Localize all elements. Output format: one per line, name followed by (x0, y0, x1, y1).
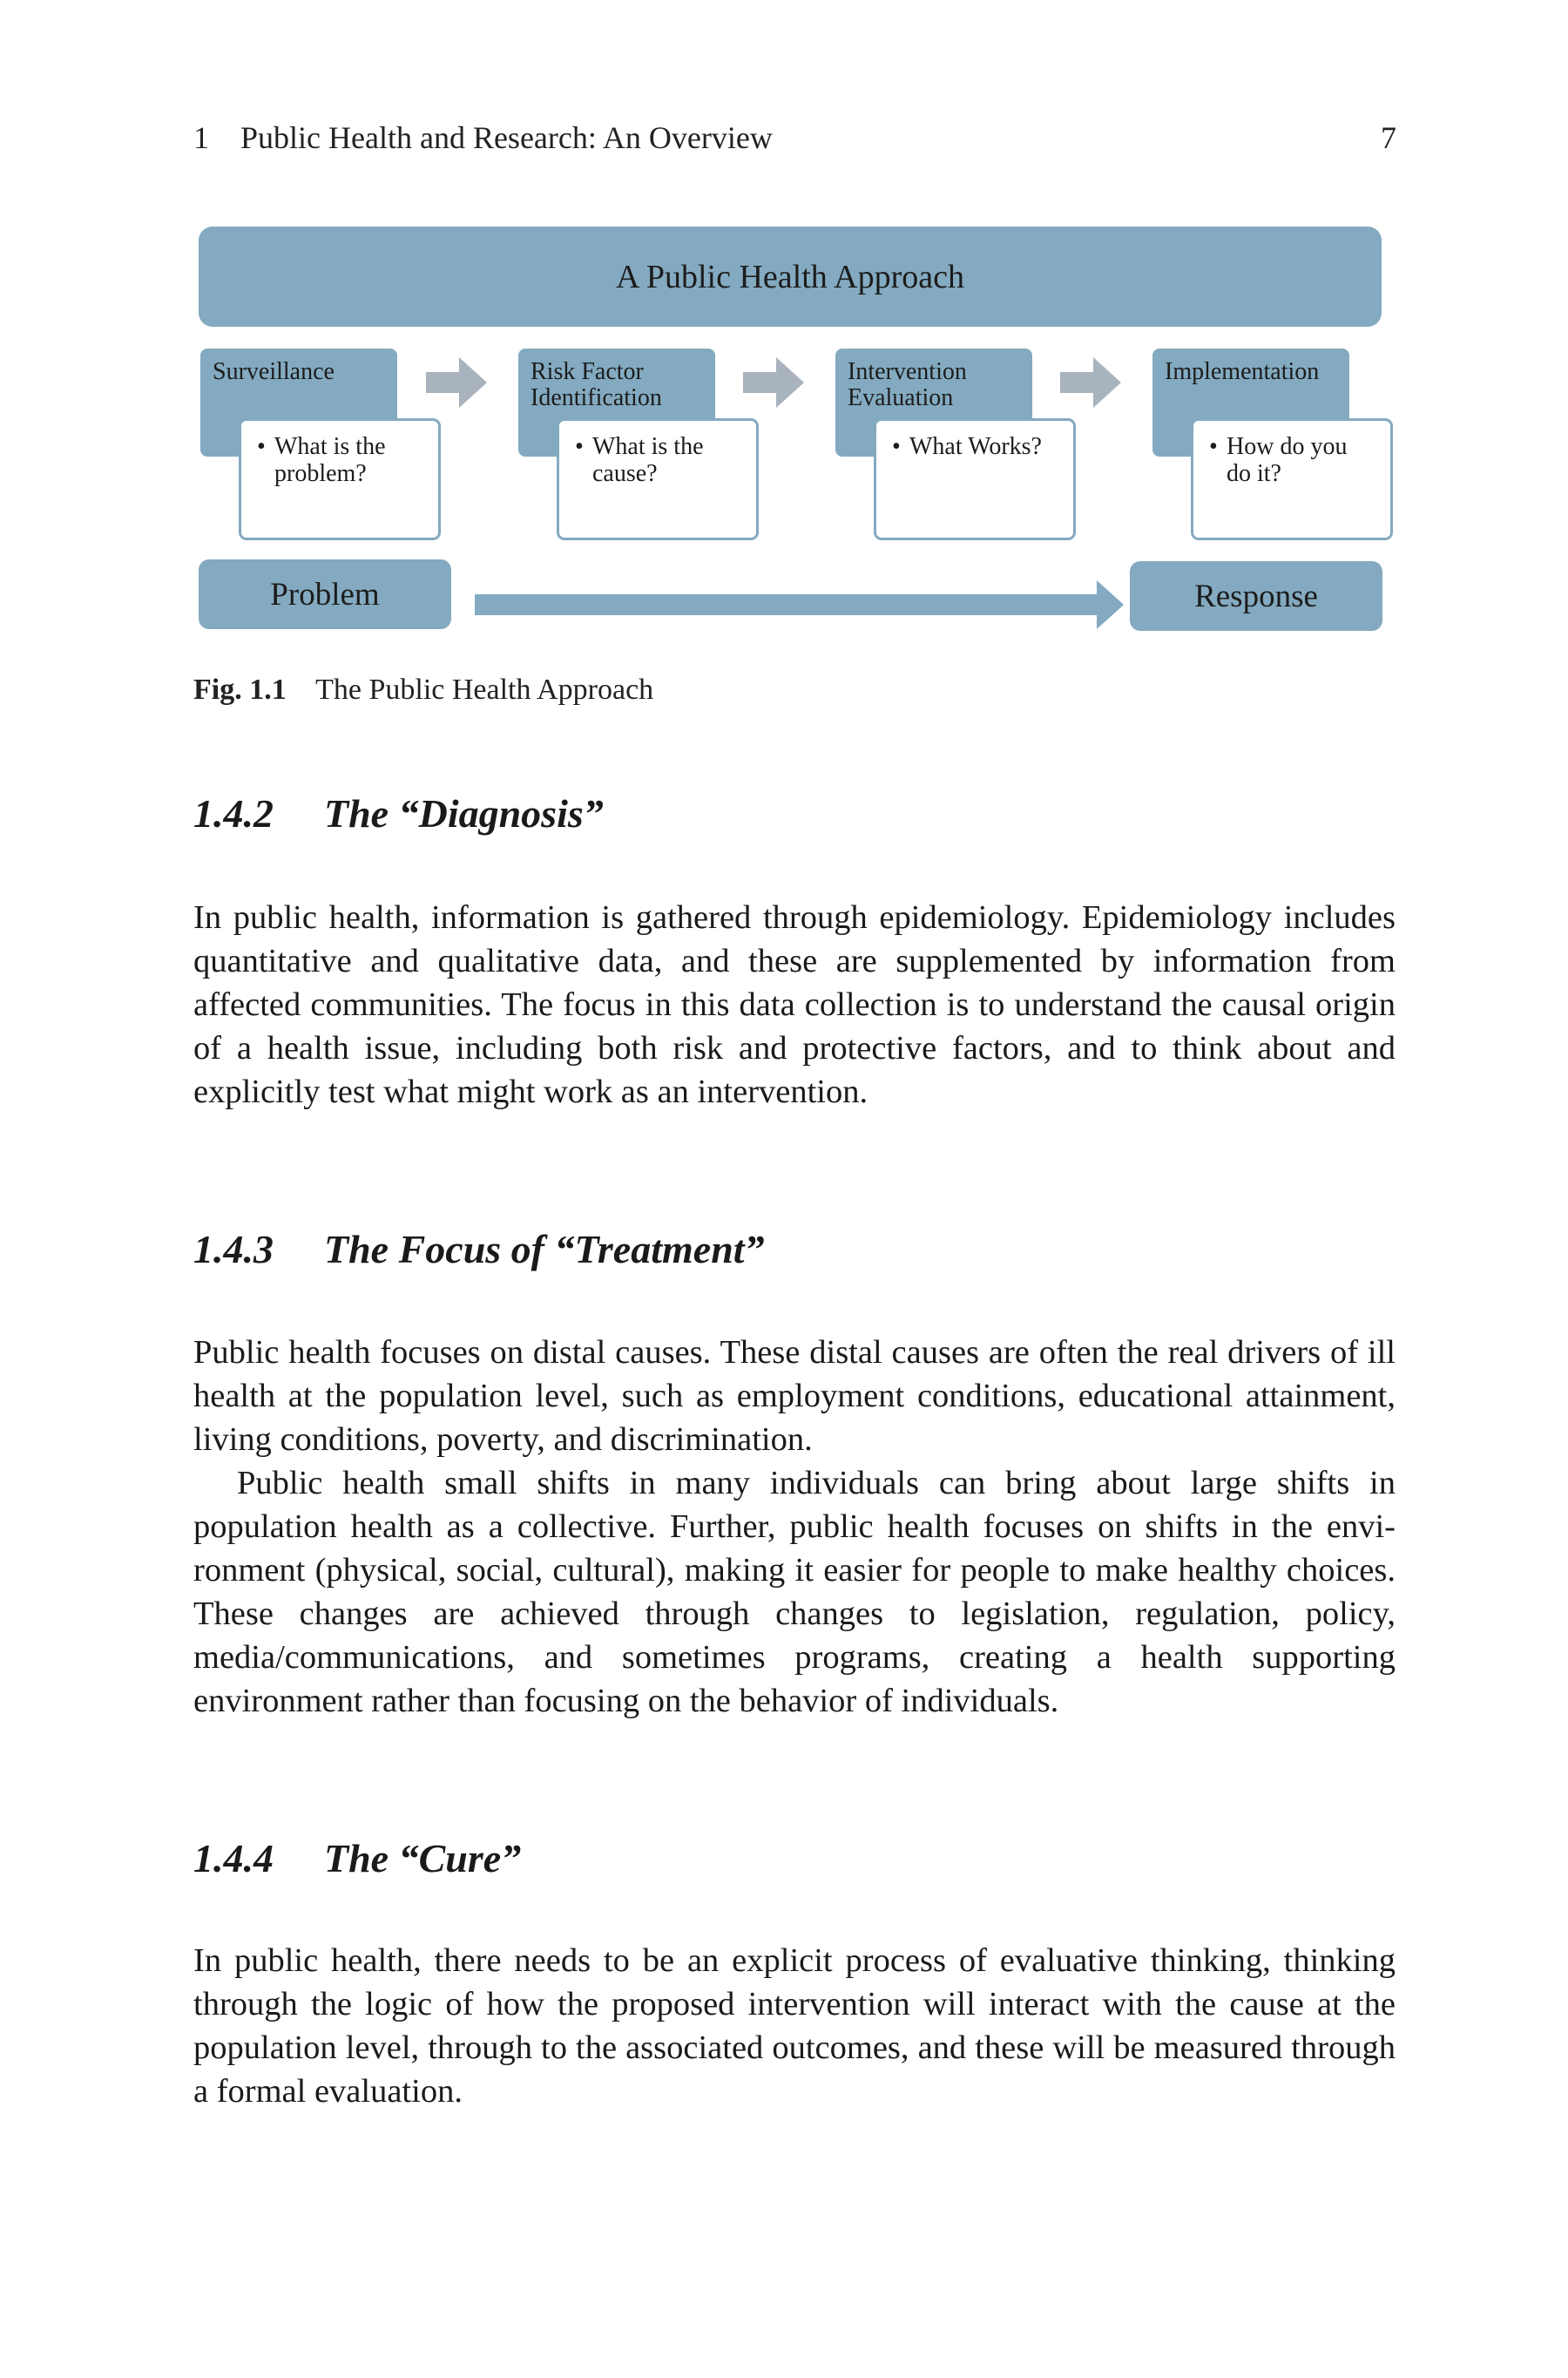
right-arrow-icon (743, 357, 804, 408)
bullet-icon: • (257, 433, 266, 460)
section-number: 1.4.3 (193, 1227, 274, 1271)
response-label: Response (1194, 578, 1318, 614)
bullet-icon: • (575, 433, 584, 460)
section-heading-1-4-4 (193, 1834, 521, 1883)
section-title: The Focus of “Treatment” (324, 1227, 765, 1271)
section-title: The “Cure” (324, 1836, 522, 1880)
figure-title-banner (199, 227, 1382, 327)
step-question-box (1191, 418, 1393, 540)
step-question: How do you do it? (1227, 433, 1348, 487)
bullet-icon: • (892, 433, 901, 460)
figure-caption-label: Fig. 1.1 (193, 674, 287, 706)
running-header-title: Public Health and Research: An Overview (240, 120, 773, 155)
step-question: What is the problem? (274, 433, 386, 487)
step-label: Surveillance (213, 358, 335, 385)
paragraph: In public health, there needs to be an explicit process of evaluative thinking, thinking through the logic of how the proposed intervention will interact with the cause at the population level, through to the associated outcomes, and these will be measured through a formal evaluation. (193, 1942, 1396, 2110)
section-heading-1-4-2 (193, 789, 604, 838)
step-question-box (874, 418, 1076, 540)
section-title: The “Diagnosis” (324, 791, 604, 836)
step-question: What Works? (909, 433, 1042, 460)
page-number: 7 (1381, 120, 1396, 155)
paragraph: Public health focuses on distal causes. These distal causes are often the real drivers of ill health at the population level, such as employment conditions, educational attainment, living conditions, poverty, and discrimination. (193, 1334, 1396, 1458)
long-right-arrow-icon (475, 580, 1124, 629)
problem-label: Problem (270, 576, 380, 613)
right-arrow-icon (426, 357, 487, 408)
paragraph: In public health, information is gathered through epidemiology. Epidemiology includes quantitative and qualitative data, and these are supplemented by information from affected communities. The focus in this data collection is to understand the causal origin of a health issue, including both risk and protective factors, and to think about and explicitly test what might work as an intervention. (193, 899, 1396, 1110)
step-label: Intervention Evaluation (848, 358, 967, 411)
section-number: 1.4.2 (193, 791, 274, 836)
figure-title: A Public Health Approach (616, 258, 964, 295)
problem-pill (199, 559, 451, 629)
section-heading-1-4-3 (193, 1225, 765, 1274)
figure-caption (193, 673, 653, 708)
paragraph: Public health small shifts in many individuals can bring about large shifts in population health as a collective. Further, public health focuses on shifts in the environment (physical, social, cultural), making it easier for people to make healthy choices. These changes are achieved through changes to legislation, regulation, policy, media/communications, and sometimes programs, creating a health supporting environment rather than focusing on the behavior of individuals. (193, 1465, 1396, 1719)
figure-caption-text: The Public Health Approach (315, 674, 654, 706)
section-number: 1.4.4 (193, 1836, 274, 1880)
chapter-number: 1 (193, 120, 209, 155)
step-question-box (239, 418, 441, 540)
figure-public-health-approach (0, 0, 1568, 662)
bullet-icon: • (1209, 433, 1218, 460)
step-question: What is the cause? (592, 433, 704, 487)
step-label: Implementation (1165, 358, 1320, 385)
step-label: Risk Factor Identification (531, 358, 662, 411)
step-question-box (557, 418, 759, 540)
response-pill (1130, 561, 1382, 631)
right-arrow-icon (1060, 357, 1121, 408)
